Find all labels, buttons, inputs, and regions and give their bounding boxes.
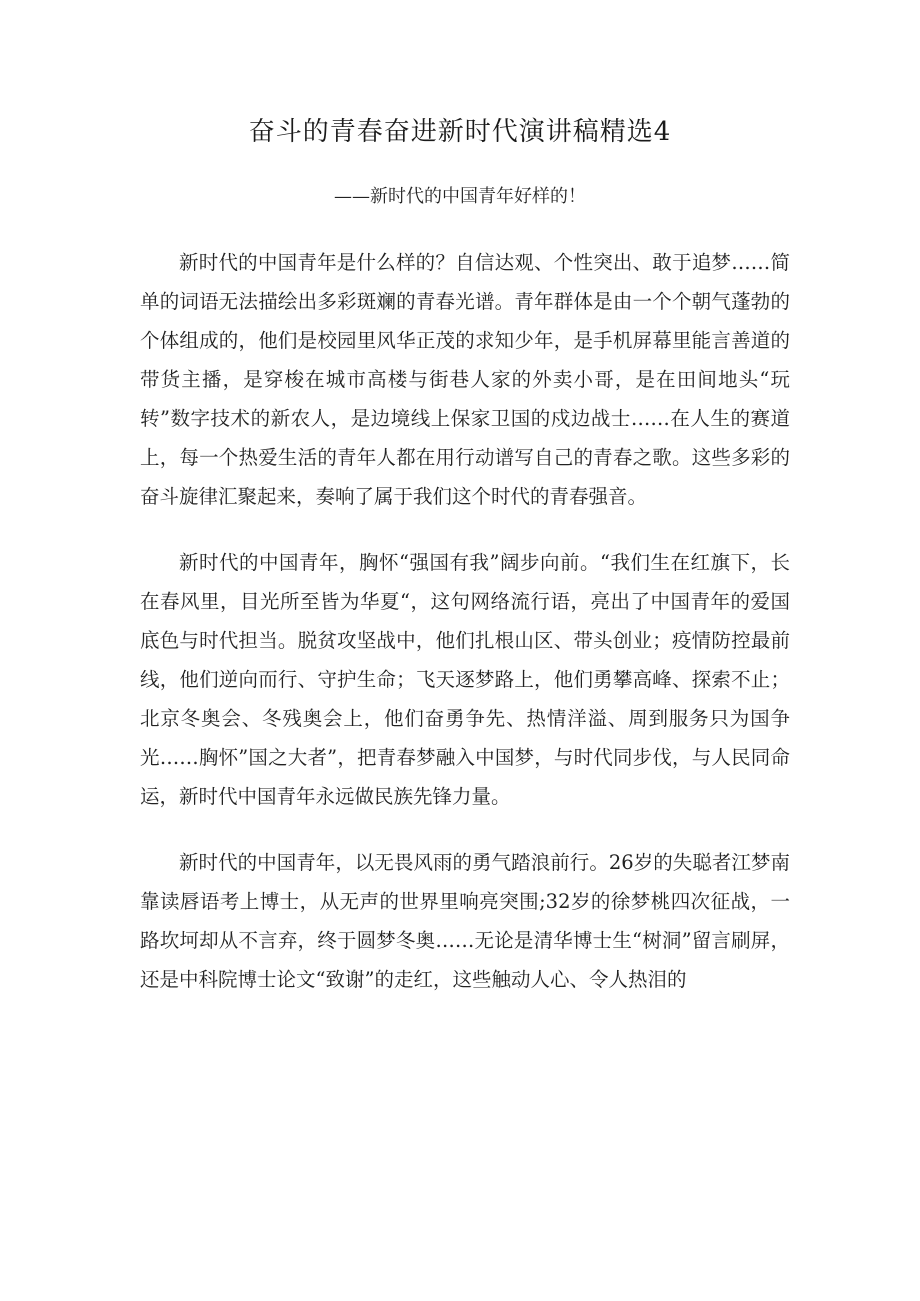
paragraph-3: 新时代的中国青年，以无畏风雨的勇气踏浪前行。26岁的失聪者江梦南靠读唇语考上博士，从无声的世界里响亮突围;32岁的徐梦桃四次征战，一路坎坷却从不言弃，终于圆梦冬奥……无论是清华博士生“树洞”留言刷屏，还是中科院博士论文“致谢”的走红，这些触动人心、令人热泪的	[140, 851, 790, 991]
document-body	[140, 243, 790, 1026]
paragraph-1: 新时代的中国青年是什么样的？自信达观、个性突出、敢于追梦……简单的词语无法描绘出多彩斑斓的青春光谱。青年群体是由一个个朝气蓬勃的个体组成的，他们是校园里风华正茂的求知少年，是手机屏幕里能言善道的带货主播，是穿梭在城市高楼与街巷人家的外卖小哥，是在田间地头“玩转”数字技术的新农人，是边境线上保家卫国的戍边战士……在人生的赛道上，每一个热爱生活的青年人都在用行动谱写自己的青春之歌。这些多彩的奋斗旋律汇聚起来，奏响了属于我们这个时代的青春强音。	[140, 251, 790, 508]
paragraph-2: 新时代的中国青年，胸怀“强国有我”阔步向前。“我们生在红旗下，长在春风里，目光所至皆为华夏“，这句网络流行语，亮出了中国青年的爱国底色与时代担当。脱贫攻坚战中，他们扎根山区、带头创业；疫情防控最前线，他们逆向而行、守护生命；飞天逐梦路上，他们勇攀高峰、探索不止；北京冬奥会、冬残奥会上，他们奋勇争先、热情洋溢、周到服务只为国争光……胸怀”国之大者”，把青春梦融入中国梦，与时代同步伐，与人民同命运，新时代中国青年永远做民族先锋力量。	[140, 551, 790, 808]
document-title: 奋斗的青春奋进新时代演讲稿精选4	[248, 117, 672, 147]
document-subtitle: ——新时代的中国青年好样的！	[334, 186, 586, 207]
